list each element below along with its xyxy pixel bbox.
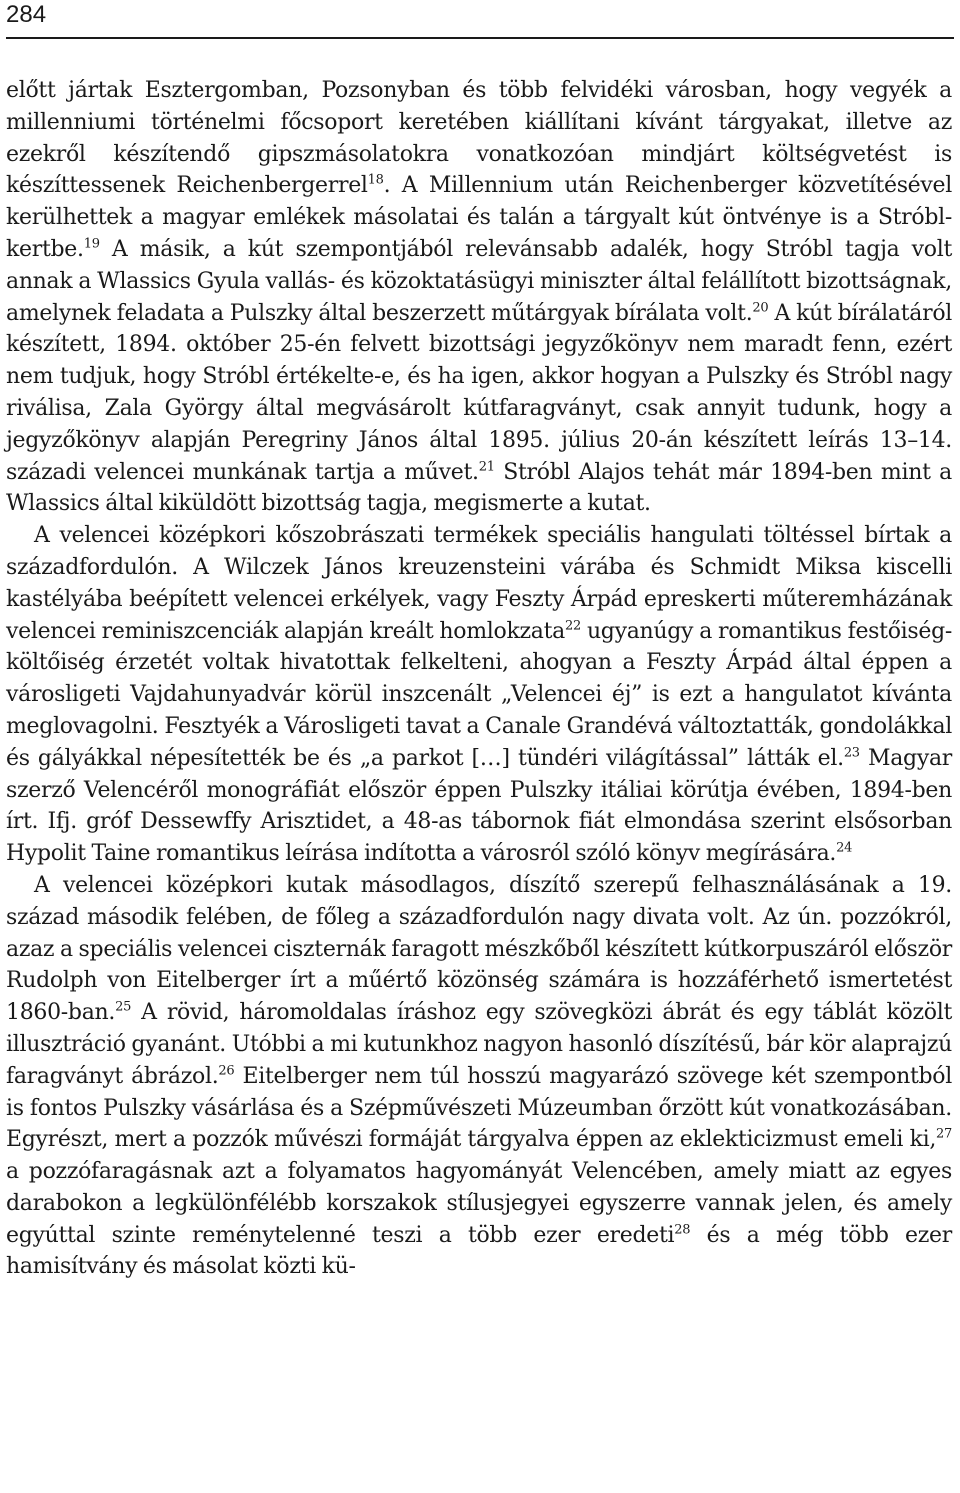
text-run: és a még több ezer hamisítvány és másolat közti kü- (6, 1222, 952, 1280)
page-number: 284 (6, 1, 47, 28)
paragraph (6, 520, 952, 870)
text-run: A kút bírálatáról készített, 1894. október 25-én felvett bizottsági jegyzőkönyv nem maradt fenn, ezért nem tudjuk, hogy Stróbl értékelte-e, és ha igen, akkor hogyan a Pulszky és Stróbl nagy riválisa, Zala György által megvásárolt kútfaragványt, csak annyit tudunk, hogy a jegyzőkönyv alapján Peregriny János által 1895. július 20-án készített leírás 13–14. századi velencei munkának tartja a művet. (6, 300, 952, 485)
paragraph (6, 75, 952, 520)
text-run: . A Millennium után Reichenberger közvetítésével kerülhettek a magyar emlékek másolatai és talán a tárgyalt kút öntvénye is a Stróbl-kertbe. (6, 173, 952, 262)
footnote-ref: 26 (218, 1063, 235, 1079)
footnote-ref: 21 (478, 459, 495, 475)
header-rule (6, 37, 954, 39)
text-run: A velencei középkori kőszobrászati termékek speciális hangulati töltéssel bírtak a századfordulón. A Wilczek János kreuzensteini várába és Schmidt Miksa kiscelli kastélyába beépített velencei erkélyek, vagy Feszty Árpád epreskerti műteremházának velencei reminiszcenciák alapján kreált homlokzata (6, 523, 952, 644)
text-run: Eitelberger nem túl hosszú magyarázó szövege két szempontból is fontos Pulszky vásárlása és a Szépművészeti Múzeumban őrzött kút vonatkozásában. Egyrészt, mert a pozzók művészi formáját tárgyalva éppen az eklekticizmust emeli ki, (6, 1063, 952, 1153)
text-run: A másik, a kút szempontjából relevánsabb adalék, hogy Stróbl tagja volt annak a Wlassics Gyula vallás- és közoktatásügyi miniszter által felállított bizottságnak, amelynek feladata a Pulszky által beszerzett műtárgyak bírálata volt. (6, 236, 952, 326)
footnote-ref: 24 (836, 840, 853, 856)
text-run: Stróbl Alajos tehát már 1894-ben mint a Wlassics által kiküldött bizottság tagja, megismerte a kutat. (6, 459, 953, 517)
body-text (6, 75, 952, 1283)
text-run: a pozzófaragásnak azt a folyamatos hagyományát Velencében, amely miatt az egyes darabokon a legkülönfélébb korszakok stílusjegyei egyszerre vannak jelen, és amely egyúttal szinte reménytelenné teszi a több ezer eredeti (6, 1159, 952, 1248)
footnote-ref: 27 (936, 1126, 952, 1142)
footnote-ref: 22 (564, 618, 581, 634)
footnote-ref: 23 (843, 745, 860, 761)
text-run: ugyanúgy a romantikus festőiség-költőiség érzetét voltak hivatottak felkelteni, ahogyan a Feszty Árpád által éppen a városligeti Vajdahunyadvár körül inszcenált „Velencei éj” is ezt a hangulatot kívánta meglovagolni. Fesztyék a Városligeti tavat a Canale Grandévá változtatták, gondolákkal és gályákkal népesítették be és „a parkot […] tündéri világítással” látták el. (6, 618, 952, 771)
footnote-ref: 18 (367, 173, 384, 189)
footnote-ref: 19 (83, 236, 100, 252)
text-run: A velencei középkori kutak másodlagos, díszítő szerepű felhasználásának a 19. század második felében, de főleg a századfordulón nagy divata volt. Az ún. pozzókról, azaz a speciális velencei ciszternák faragott mészkőből készített kútkorpuszáról először Rudolph von Eitelberger írt a műértő közönség számára is hozzáférhető ismertetést 1860-ban. (6, 872, 952, 1026)
text-run: Magyar szerző Velencéről monográfiát először éppen Pulszky itáliai körútja évében, 1894-ben írt. Ifj. gróf Dessewffy Arisztidet, a 48-as tábornok fiát elmondása szerint elsősorban Hypolit Taine romantikus leírása indította a városról szóló könyv megírására. (6, 745, 952, 867)
footnote-ref: 28 (674, 1222, 691, 1238)
footnote-ref: 20 (752, 300, 769, 316)
text-run: előtt jártak Esztergomban, Pozsonyban és több felvidéki városban, hogy vegyék a millenniumi történelmi főcsoport keretében kiállítani kívánt tárgyakat, illetve az ezekről készítendő gipszmásolatokra vonatkozóan mindjárt költségvetést is készíttessenek Reichenbergerrel (6, 78, 952, 199)
text-run: A rövid, háromoldalas íráshoz egy szövegközi ábrát és egy táblát közölt illusztráció gyanánt. Utóbbi a mi kutunkhoz nagyon hasonló díszítésű, bár kör alaprajzú faragványt ábrázol. (6, 1000, 952, 1089)
footnote-ref: 25 (115, 999, 132, 1015)
paragraph (6, 870, 952, 1283)
